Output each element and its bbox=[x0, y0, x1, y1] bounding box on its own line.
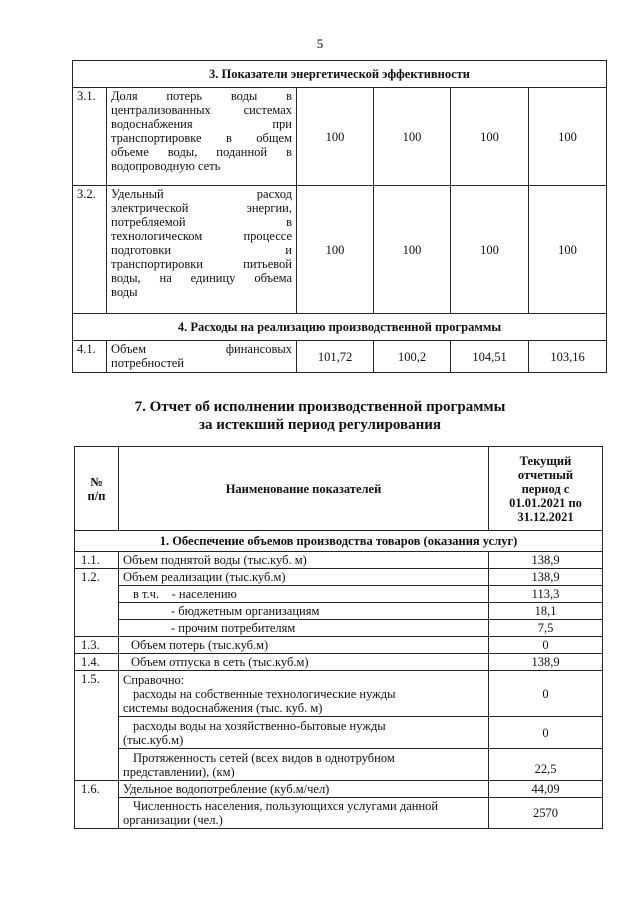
section-4-title: 4. Расходы на реализацию производственной программы bbox=[73, 314, 607, 341]
header-period: Текущий отчетный период с 01.01.2021 по 31.12.2021 bbox=[489, 447, 603, 531]
row-description: Объем финансовых потребностей bbox=[107, 341, 297, 373]
row-number: 1.1. bbox=[75, 552, 119, 569]
row-value: 18,1 bbox=[489, 603, 603, 620]
row-value: 138,9 bbox=[489, 569, 603, 586]
table-row bbox=[75, 671, 603, 717]
row-number: 1.2. bbox=[75, 569, 119, 586]
row-number: 1.3. bbox=[75, 637, 119, 654]
row-name: Объем отпуска в сеть (тыс.куб.м) bbox=[119, 654, 489, 671]
row-name: Объем потерь (тыс.куб.м) bbox=[119, 637, 489, 654]
table-row bbox=[73, 341, 607, 373]
row-number: 1.5. bbox=[75, 671, 119, 749]
row-name: - прочим потребителям bbox=[119, 620, 489, 637]
row-number: 1.4. bbox=[75, 654, 119, 671]
table-row bbox=[75, 717, 603, 749]
row-value: 7,5 bbox=[489, 620, 603, 637]
value-cell: 100 bbox=[374, 186, 451, 314]
row-name: Удельное водопотребление (куб.м/чел) bbox=[119, 781, 489, 798]
table-row bbox=[75, 603, 603, 620]
program-report-table bbox=[74, 446, 603, 829]
table-row bbox=[75, 637, 603, 654]
value-cell: 100 bbox=[297, 88, 374, 186]
table-row bbox=[75, 620, 603, 637]
table-row bbox=[75, 569, 603, 586]
header-row bbox=[75, 447, 603, 531]
value-cell: 100 bbox=[529, 186, 607, 314]
row-value: 22,5 bbox=[489, 749, 603, 781]
row-value: 0 bbox=[489, 637, 603, 654]
value-cell: 101,72 bbox=[297, 341, 374, 373]
section-3-title: 3. Показатели энергетической эффективности bbox=[73, 61, 607, 88]
row-name: расходы воды на хозяйственно-бытовые нужды (тыс.куб.м) bbox=[119, 717, 489, 749]
row-name: Объем поднятой воды (тыс.куб. м) bbox=[119, 552, 489, 569]
row-name: Численность населения, пользующихся услугами данной организации (чел.) bbox=[119, 798, 489, 829]
table-row bbox=[73, 186, 607, 314]
table-row bbox=[73, 88, 607, 186]
section-4-row bbox=[73, 314, 607, 341]
section-1-title: 1. Обеспечение объемов производства товаров (оказания услуг) bbox=[75, 531, 603, 552]
report-heading bbox=[0, 398, 640, 434]
row-name: в т.ч. - населению bbox=[119, 586, 489, 603]
row-number: 3.2. bbox=[73, 186, 107, 314]
table-row bbox=[75, 781, 603, 798]
row-description: Доля потерь воды в централизованных системах водоснабжения при транспортировке в общем объеме воды, поданной в водопроводную сеть bbox=[107, 88, 297, 186]
heading-line-2: за истекший период регулирования bbox=[198, 417, 442, 433]
row-name: - бюджетным организациям bbox=[119, 603, 489, 620]
row-value: 138,9 bbox=[489, 552, 603, 569]
value-cell: 100,2 bbox=[374, 341, 451, 373]
row-description: Удельный расход электрической энергии, потребляемой в технологическом процессе подготовки и транспортировки питьевой воды, на единицу объема воды bbox=[107, 186, 297, 314]
table-row bbox=[75, 586, 603, 603]
section-3-row bbox=[73, 61, 607, 88]
header-name: Наименование показателей bbox=[119, 447, 489, 531]
row-number: 1.6. bbox=[75, 781, 119, 798]
row-name: Объем реализации (тыс.куб.м) bbox=[119, 569, 489, 586]
row-value: 0 bbox=[489, 671, 603, 717]
value-cell: 100 bbox=[297, 186, 374, 314]
row-name: Справочно: расходы на собственные технологические нужды системы водоснабжения (тыс. куб. м) bbox=[119, 671, 489, 717]
value-cell: 103,16 bbox=[529, 341, 607, 373]
row-value: 2570 bbox=[489, 798, 603, 829]
table-row bbox=[75, 749, 603, 781]
page-number: 5 bbox=[316, 36, 324, 51]
row-name: Протяженность сетей (всех видов в однотрубном представлении), (км) bbox=[119, 749, 489, 781]
row-number: 3.1. bbox=[73, 88, 107, 186]
value-cell: 100 bbox=[374, 88, 451, 186]
value-cell: 100 bbox=[451, 88, 529, 186]
value-cell: 100 bbox=[529, 88, 607, 186]
row-value: 113,3 bbox=[489, 586, 603, 603]
table-row bbox=[75, 798, 603, 829]
table-row bbox=[75, 654, 603, 671]
heading-line-1: 7. Отчет об исполнении производственной программы bbox=[134, 399, 506, 415]
row-value: 44,09 bbox=[489, 781, 603, 798]
value-cell: 100 bbox=[451, 186, 529, 314]
section-1-row bbox=[75, 531, 603, 552]
row-value: 0 bbox=[489, 717, 603, 749]
row-value: 138,9 bbox=[489, 654, 603, 671]
header-number: № п/п bbox=[75, 447, 119, 531]
value-cell: 104,51 bbox=[451, 341, 529, 373]
table-row bbox=[75, 552, 603, 569]
energy-efficiency-table bbox=[72, 60, 607, 373]
row-number: 4.1. bbox=[73, 341, 107, 373]
